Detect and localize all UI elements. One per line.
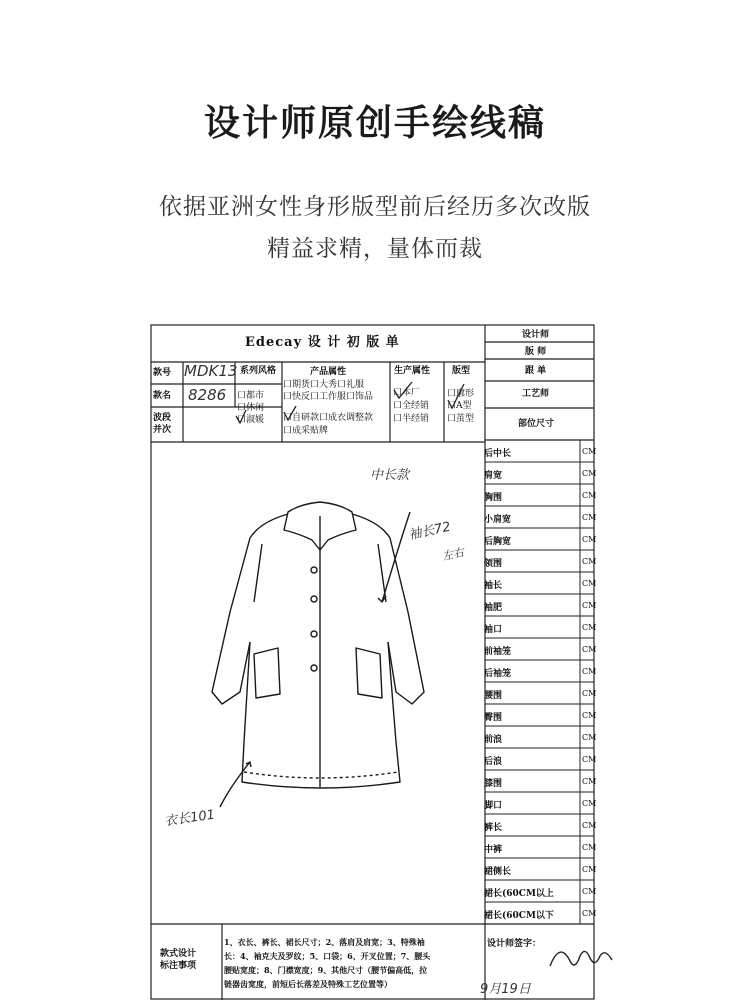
measurement-label: 前浪 <box>484 735 503 745</box>
measurement-label: 裤长 <box>484 823 503 833</box>
measurement-unit: CM <box>582 667 597 676</box>
measurement-unit: CM <box>582 799 597 808</box>
technician-label: 工艺师 <box>522 389 550 399</box>
mid-length-note: 中长款 <box>370 468 410 483</box>
measurement-unit: CM <box>582 689 597 698</box>
measurement-label: 领围 <box>484 559 503 569</box>
production-attr-label: 生产属性 <box>394 366 431 376</box>
style-name-label: 款名 <box>153 391 172 401</box>
production-line-3: 口半经销 <box>393 414 430 424</box>
production-line-1: 口本厂 <box>393 388 421 398</box>
measurement-unit: CM <box>582 865 597 874</box>
measurement-label: 后胸宽 <box>484 537 512 547</box>
signature-scribble <box>540 936 620 976</box>
measurement-label: 脚口 <box>484 801 503 811</box>
measurement-label: 中裤 <box>484 845 503 855</box>
notes-label: 款式设计 标注事项 <box>160 949 197 971</box>
product-attr-label: 产品属性 <box>310 367 347 377</box>
series-option-urban: 口都市 <box>237 391 265 401</box>
page-title: 设计师原创手绘线稿 <box>203 103 546 144</box>
measurement-label: 后中长 <box>484 449 512 459</box>
measurement-unit: CM <box>582 645 597 654</box>
fit-line-2: 口A型 <box>447 401 472 411</box>
sleeve-length-note: 袖长72 <box>407 519 453 544</box>
measurement-label: 袖口 <box>484 625 503 635</box>
pattern-maker-label: 版 师 <box>525 347 547 357</box>
measurement-unit: CM <box>582 535 597 544</box>
measurement-label: 前袖笼 <box>484 647 512 657</box>
notes-line-3: 腰贴宽度；8、门襟宽度；9、其他尺寸（腰节偏高低，拉 <box>224 965 428 975</box>
coat-sketch <box>150 442 485 922</box>
design-sheet <box>150 324 595 1000</box>
sleeve-length-note-b: 左右 <box>440 545 466 564</box>
measurement-unit: CM <box>582 579 597 588</box>
product-line-4: 口成采贴牌 <box>283 426 329 436</box>
merchandiser-label: 跟 单 <box>525 366 547 376</box>
measurement-unit: CM <box>582 755 597 764</box>
measurement-unit: CM <box>582 513 597 522</box>
measurement-unit: CM <box>582 887 597 896</box>
measurement-unit: CM <box>582 623 597 632</box>
style-no-label: 款号 <box>153 368 172 378</box>
product-line-1: 口期货口大秀口礼服 <box>283 380 365 390</box>
measurement-label: 小肩宽 <box>484 515 512 525</box>
measurement-unit: CM <box>582 777 597 786</box>
measurement-label: 胸围 <box>484 493 503 503</box>
style-no-value: MDK13 <box>184 362 238 380</box>
measurement-label: 裙长(60CM以上 <box>484 889 554 899</box>
signature-label: 设计师签字： <box>487 939 542 949</box>
product-line-3: 口自研款口成衣调整款 <box>283 413 374 423</box>
measurement-label: 裙侧长 <box>484 867 512 877</box>
measurement-label: 臀围 <box>484 713 503 723</box>
subtitle-line-1: 依据亚洲女性身形版型前后经历多次改版 <box>159 194 591 220</box>
fit-line-1: 口廓形 <box>447 389 475 399</box>
measurement-unit: CM <box>582 557 597 566</box>
measurement-unit: CM <box>582 821 597 830</box>
measurement-label: 后浪 <box>484 757 503 767</box>
measurement-label: 裙长(60CM以下 <box>484 911 554 921</box>
measurement-unit: CM <box>582 711 597 720</box>
size-header-label: 部位尺寸 <box>518 419 555 429</box>
measurement-label: 膝围 <box>484 779 503 789</box>
notes-line-4: 链器齿宽度，前短后长落差及特殊工艺位置等） <box>224 979 392 989</box>
subtitle-line-2: 精益求精，量体而裁 <box>267 236 483 262</box>
measurement-unit: CM <box>582 491 597 500</box>
measurement-label: 腰围 <box>484 691 503 701</box>
fit-line-3: 口茧型 <box>447 414 475 424</box>
measurement-unit: CM <box>582 469 597 478</box>
style-name-value: 8286 <box>188 386 227 404</box>
designer-label: 设计师 <box>522 330 550 340</box>
length-note: 衣长101 <box>163 807 216 830</box>
product-line-2: 口快反口工作服口饰品 <box>283 392 374 402</box>
series-option-lady: 口淑媛 <box>237 415 265 425</box>
measurement-unit: CM <box>582 909 597 918</box>
date-note: 9月19日 <box>480 982 531 997</box>
wave-label: 波段 并次 <box>153 413 172 435</box>
measurement-unit: CM <box>582 733 597 742</box>
series-label: 系列风格 <box>240 366 277 376</box>
fit-label: 版型 <box>452 366 471 376</box>
measurement-label: 袖肥 <box>484 603 503 613</box>
measurement-unit: CM <box>582 447 597 456</box>
measurement-unit: CM <box>582 843 597 852</box>
measurement-label: 后袖笼 <box>484 669 512 679</box>
measurement-label: 肩宽 <box>484 471 503 481</box>
measurement-label: 袖长 <box>484 581 503 591</box>
notes-line-1: 1、衣长、裤长、裙长尺寸；2、落肩及肩宽；3、特殊袖 <box>224 937 425 947</box>
measurement-unit: CM <box>582 601 597 610</box>
check-marks <box>150 324 485 442</box>
series-option-casual: 口休闲 <box>237 403 265 413</box>
production-line-2: 口全经销 <box>393 401 430 411</box>
form-title: Edecay 设 计 初 版 单 <box>245 335 400 350</box>
notes-line-2: 长：4、袖克夫及罗纹；5、口袋；6、开叉位置；7、腰头 <box>224 951 431 961</box>
